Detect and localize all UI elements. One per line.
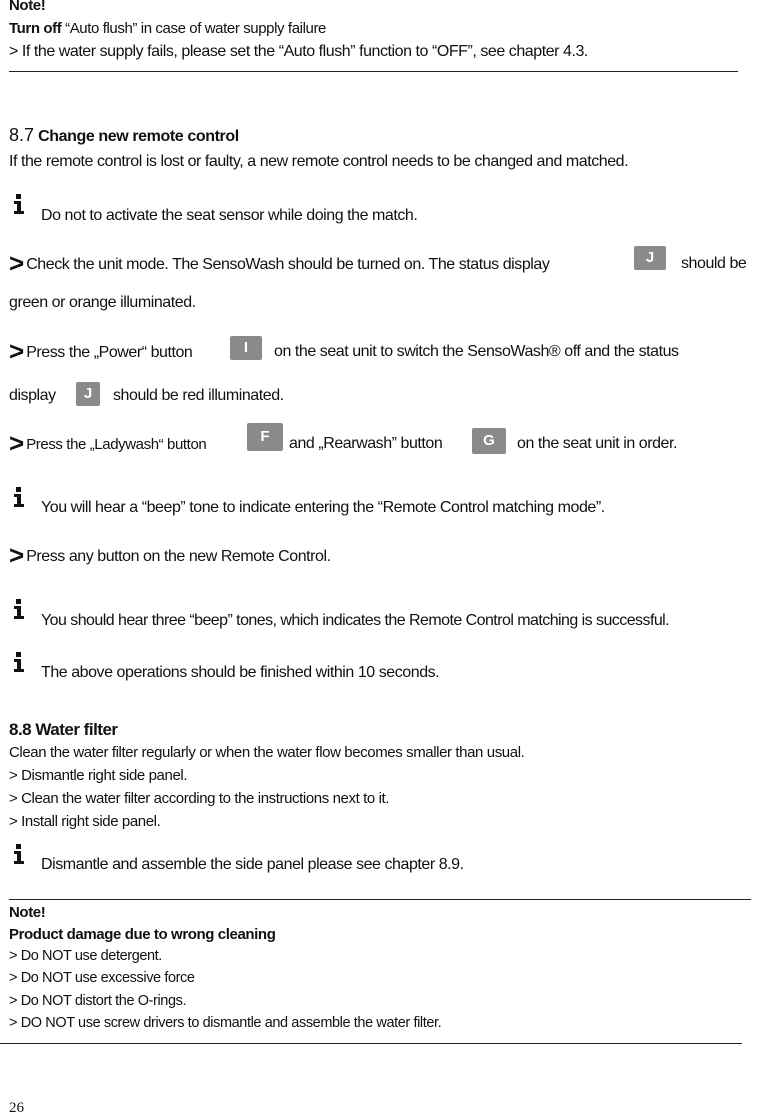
step-text-continued: on the seat unit in order. <box>517 435 677 452</box>
bottom-note-bottom-divider <box>0 1043 742 1044</box>
bottom-note-subtitle: Product damage due to wrong cleaning <box>9 926 276 943</box>
bottom-note-top-divider <box>9 899 751 900</box>
info-text-ten-seconds: The above operations should be finished within 10 seconds. <box>41 664 440 681</box>
list-item: > Do NOT distort the O-rings. <box>9 993 187 1009</box>
step-text: Press any button on the new Remote Control. <box>26 548 331 565</box>
list-item: > Do NOT use detergent. <box>9 948 162 964</box>
step-text: Press the „Power“ button <box>26 344 193 361</box>
step-text: Press the „Ladywash“ button <box>26 436 207 453</box>
page-number: 26 <box>9 1100 24 1116</box>
section-88-intro: Clean the water filter regularly or when the water flow becomes smaller than usual. <box>9 744 525 761</box>
info-icon <box>12 487 26 507</box>
section-87-intro: If the remote control is lost or faulty, a new remote control needs to be changed and matched. <box>9 153 629 170</box>
step-arrow: > <box>9 248 25 278</box>
step-text-continued: on the seat unit to switch the SensoWash® off and the status <box>274 343 679 360</box>
list-item: > Clean the water filter according to the instructions next to it. <box>9 790 390 807</box>
step-text-continued: should be <box>681 255 747 272</box>
step-text: Check the unit mode. The SensoWash should be turned on. The status display <box>26 256 550 273</box>
top-note-subtitle <box>9 20 326 37</box>
info-text-side-panel: Dismantle and assemble the side panel please see chapter 8.9. <box>41 856 464 873</box>
top-note-title: Note! <box>9 0 46 14</box>
step-arrow: > <box>9 540 25 570</box>
info-text-seat-sensor: Do not to activate the seat sensor while doing the match. <box>41 207 418 224</box>
list-item: > Do NOT use excessive force <box>9 970 195 986</box>
section-87-heading <box>9 125 239 146</box>
step-text-continued: display <box>9 387 56 404</box>
info-text-beep-tone: You will hear a “beep” tone to indicate entering the “Remote Control matching mode”. <box>41 499 605 516</box>
list-item: > DO NOT use screw drivers to dismantle and assemble the water filter. <box>9 1015 442 1031</box>
status-display-key-icon: J <box>634 246 666 270</box>
list-item: > Dismantle right side panel. <box>9 767 188 784</box>
top-note-line: > If the water supply fails, please set the “Auto flush” function to “OFF”, see chapter 4.3. <box>9 43 588 60</box>
rearwash-button-key-icon: G <box>472 428 506 454</box>
status-display-key-icon: J <box>76 382 100 406</box>
list-item: > Install right side panel. <box>9 813 161 830</box>
step-press-any-button <box>9 542 331 568</box>
step-text-continued: should be red illuminated. <box>113 387 284 404</box>
step-text-continued: and „Rearwash” button <box>289 435 443 452</box>
top-note-divider <box>9 71 738 72</box>
section-87-number: 8.7 <box>9 125 35 145</box>
info-icon <box>12 599 26 619</box>
section-87-title: Change new remote control <box>34 128 239 145</box>
step-press-ladywash <box>9 430 206 456</box>
info-icon <box>12 652 26 672</box>
info-icon <box>12 844 26 864</box>
step-press-power <box>9 338 192 364</box>
step-check-unit-mode <box>9 250 549 276</box>
bottom-note-title: Note! <box>9 904 46 921</box>
top-note-subtitle-rest: “Auto flush” in case of water supply failure <box>61 20 326 37</box>
step-arrow: > <box>9 428 25 458</box>
ladywash-button-key-icon: F <box>247 423 283 451</box>
power-button-key-icon: I <box>230 336 262 360</box>
info-icon <box>12 194 26 214</box>
section-88-title: 8.8 Water filter <box>9 720 118 739</box>
top-note-subtitle-bold: Turn off <box>9 20 62 37</box>
step-text-continued: green or orange illuminated. <box>9 294 196 311</box>
info-text-three-beeps: You should hear three “beep” tones, which indicates the Remote Control matching is successful. <box>41 612 670 629</box>
step-arrow: > <box>9 336 25 366</box>
